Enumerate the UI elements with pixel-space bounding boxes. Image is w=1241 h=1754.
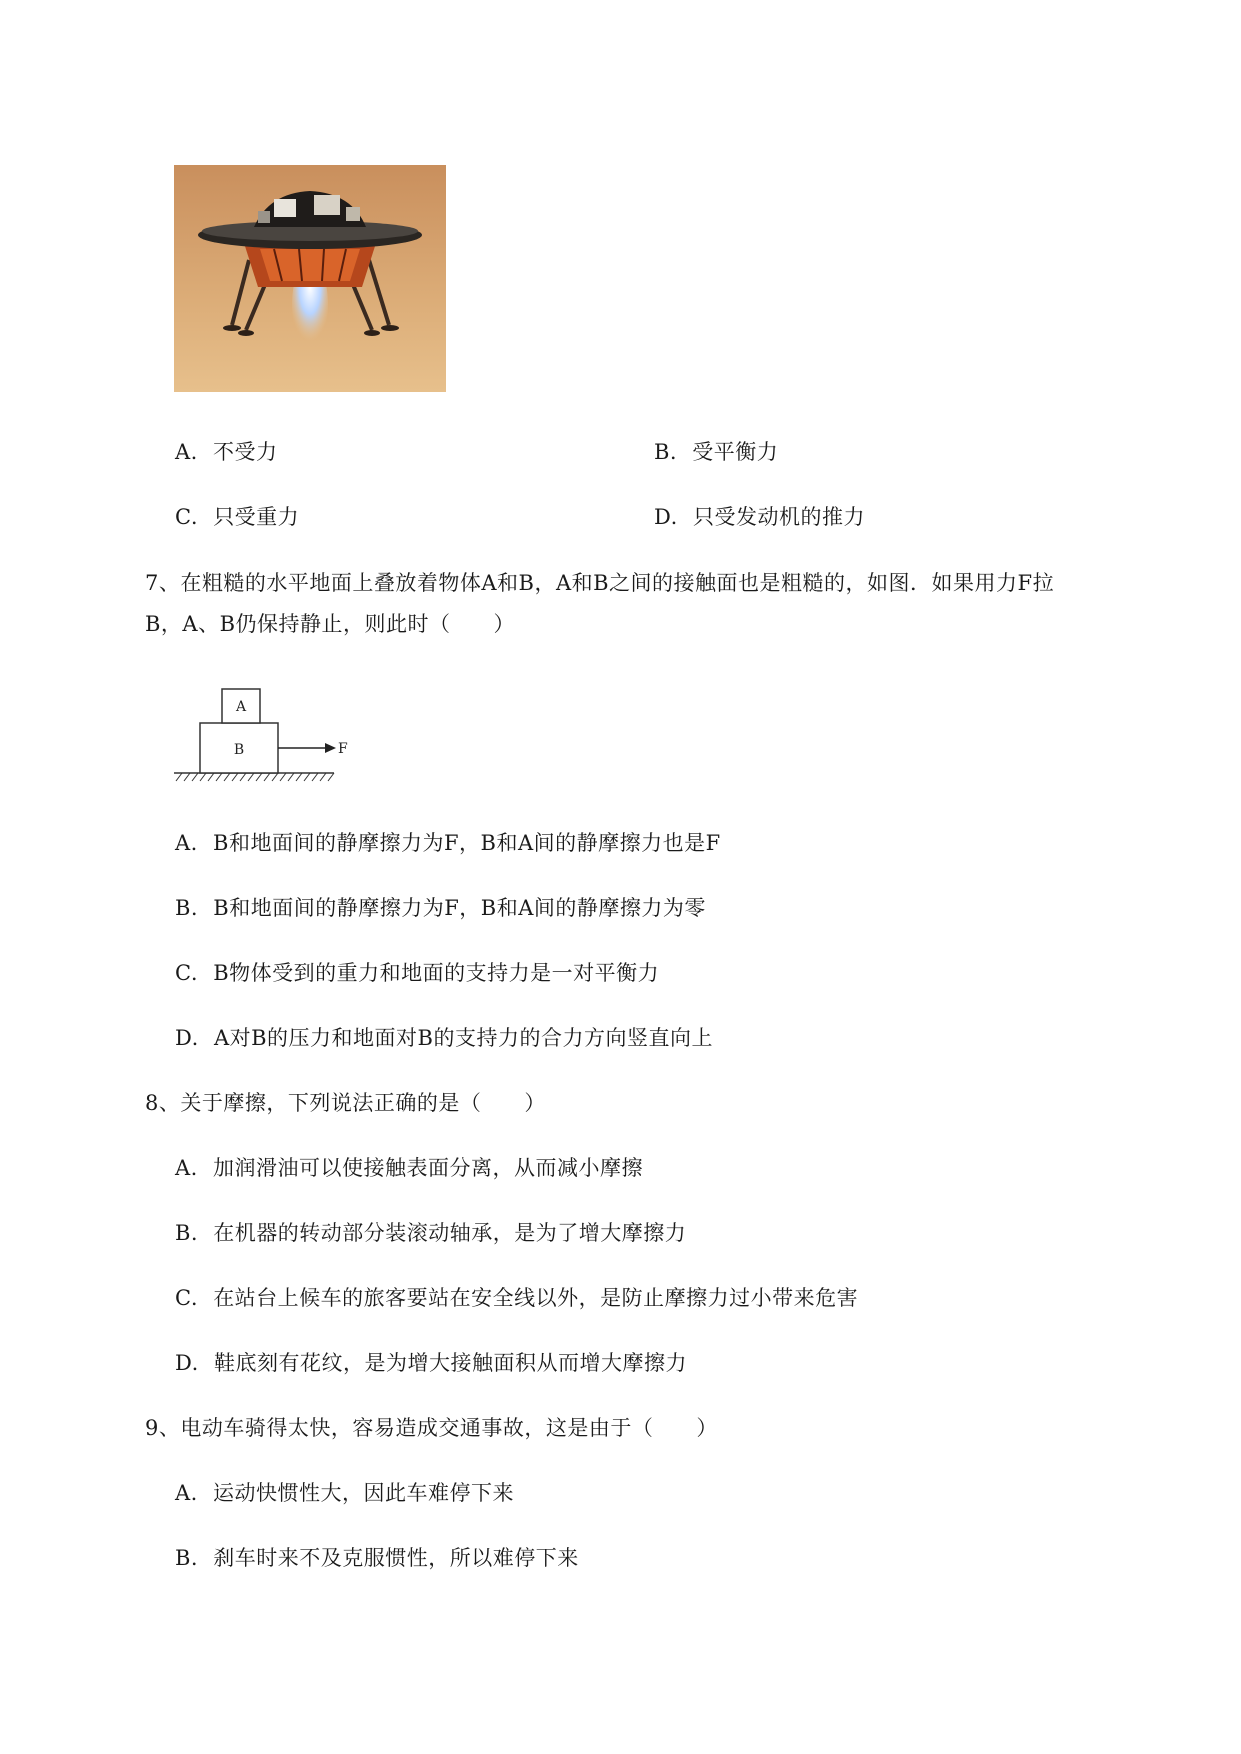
option-label: D.: [654, 505, 678, 529]
lander-photo: [174, 165, 446, 392]
option-text: B和地面间的静摩擦力为F，B和A间的静摩擦力为零: [213, 896, 706, 920]
option-label: B.: [175, 1546, 199, 1570]
q8-stem: 8、关于摩擦，下列说法正确的是（ ）: [145, 1091, 546, 1115]
q9-stem: 9、电动车骑得太快，容易造成交通事故，这是由于（ ）: [145, 1416, 718, 1440]
option-text: B物体受到的重力和地面的支持力是一对平衡力: [213, 961, 660, 985]
option-label: D.: [175, 1351, 199, 1375]
option-label: A.: [175, 1156, 198, 1180]
q7-option-c: [175, 958, 659, 988]
blocks-figure: [172, 685, 362, 785]
q8-option-d: [175, 1348, 687, 1378]
option-label: A.: [175, 831, 198, 855]
force-label: F: [338, 741, 348, 757]
option-text: 只受发动机的推力: [692, 505, 865, 529]
q7-stem-line2: B，A、B仍保持静止，则此时（ ）: [145, 612, 516, 636]
option-label: C.: [175, 961, 198, 985]
option-label: C.: [175, 1286, 198, 1310]
q8-option-a: [175, 1153, 643, 1183]
q7-stem-line1: 7、在粗糙的水平地面上叠放着物体A和B，A和B之间的接触面也是粗糙的，如图．如果用力F拉: [145, 571, 1055, 595]
option-text: 在机器的转动部分装滚动轴承，是为了增大摩擦力: [213, 1221, 687, 1245]
q9-option-b: [175, 1543, 579, 1573]
block-a-label: A: [235, 699, 247, 715]
q8-option-b: [175, 1218, 686, 1248]
option-text: 在站台上候车的旅客要站在安全线以外，是防止摩擦力过小带来危害: [213, 1286, 859, 1310]
block-b-label: B: [233, 742, 245, 758]
q9-option-a: [175, 1478, 514, 1508]
q7-option-b: [175, 893, 706, 923]
q8-option-c: [175, 1283, 858, 1313]
option-text: A对B的压力和地面对B的支持力的合力方向竖直向上: [213, 1026, 713, 1050]
q6-option-d: [654, 502, 865, 532]
q6-option-b: [654, 437, 778, 467]
q6-option-a: [175, 437, 278, 467]
option-text: 加润滑油可以使接触表面分离，从而减小摩擦: [213, 1156, 644, 1180]
option-label: A.: [175, 1481, 198, 1505]
option-text: 不受力: [213, 440, 278, 464]
option-text: 运动快惯性大，因此车难停下来: [213, 1481, 515, 1505]
option-text: 只受重力: [213, 505, 300, 529]
q6-option-c: [175, 502, 299, 532]
option-label: B.: [175, 896, 199, 920]
q7-option-a: [175, 828, 721, 858]
option-text: 受平衡力: [692, 440, 779, 464]
option-text: 鞋底刻有花纹，是为增大接触面积从而增大摩擦力: [213, 1351, 687, 1375]
option-text: 刹车时来不及克服惯性，所以难停下来: [213, 1546, 579, 1570]
option-label: B.: [654, 440, 678, 464]
option-label: B.: [175, 1221, 199, 1245]
arrow-head-icon: [325, 743, 336, 753]
option-label: C.: [175, 505, 198, 529]
option-label: A.: [175, 440, 198, 464]
option-text: B和地面间的静摩擦力为F，B和A间的静摩擦力也是F: [213, 831, 721, 855]
option-label: D.: [175, 1026, 199, 1050]
q7-option-d: [175, 1023, 713, 1053]
